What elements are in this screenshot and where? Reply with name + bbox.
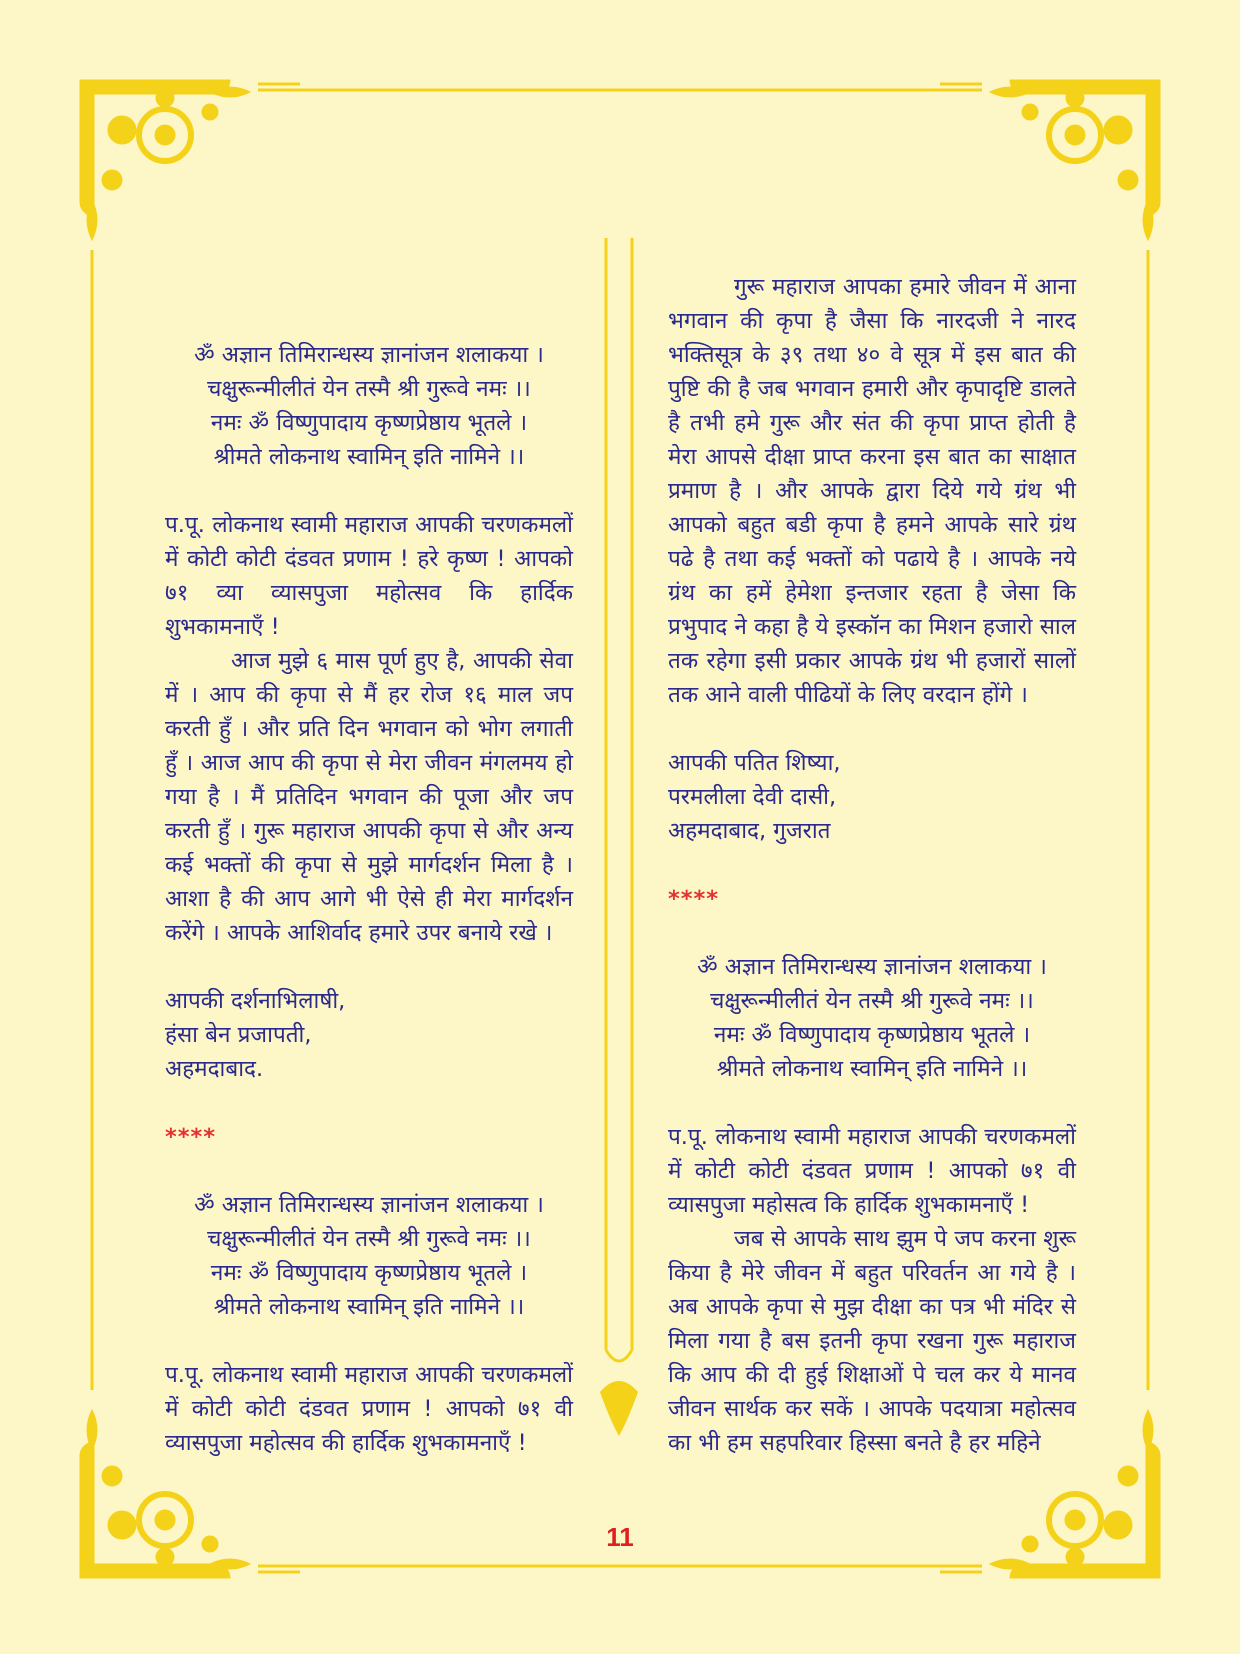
signature-line: हंसा बेन प्रजापती, xyxy=(165,1022,312,1048)
letter-signature xyxy=(668,746,1076,848)
verse-line: श्रीमते लोकनाथ स्वामिन् इति नामिने ।। xyxy=(716,1056,1028,1082)
verse-line: ॐ अज्ञान तिमिरान्धस्य ज्ञानांजन शलाकया । xyxy=(194,1192,544,1218)
page-number: 11 xyxy=(606,1522,634,1552)
verse-line: चक्षुरून्मीलीतं येन तस्मै श्री गुरूवे नमः ।। xyxy=(207,376,531,402)
signature-line: आपकी पतित शिष्या, xyxy=(668,750,841,776)
invocation-verse xyxy=(668,950,1076,1086)
section-separator: **** xyxy=(165,1124,217,1150)
verse-line: नमः ॐ विष्णुपादाय कृष्णप्रेष्ठाय भूतले । xyxy=(713,1022,1031,1048)
top-right-flourish-icon xyxy=(990,80,1160,240)
section-separator: **** xyxy=(668,886,720,912)
invocation-verse xyxy=(165,1188,573,1324)
letter-signature xyxy=(165,984,573,1086)
verse-line: चक्षुरून्मीलीतं येन तस्मै श्री गुरूवे नमः ।। xyxy=(710,988,1034,1014)
verse-line: श्रीमते लोकनाथ स्वामिन् इति नामिने ।। xyxy=(213,1294,525,1320)
signature-line: अहमदाबाद, गुजरात xyxy=(668,818,831,844)
letter-body: गुरू महाराज आपका हमारे जीवन में आना भगवान की कृपा है जैसा कि नारदजी ने नारद भक्तिसूत्र के ३९ तथा ४० वे सूत्र में इस बात की पुष्टि की है जब भगवान हमारी और कृपादृष्टि डालते है तभी हमे गुरू और संत की कृपा प्राप्त होती है मेरा आपसे दीक्षा प्राप्त करना इस बात का साक्षात प्रमाण है । और आपके द्वारा दिये गये ग्रंथ भी आपको बहुत बडी कृपा है हमने आपके सारे ग्रंथ पढे है तथा कई भक्तों को पढाये है । आपके नये ग्रंथ का हमें हेमेशा इन्तजार रहता है जेसा कि प्रभुपाद ने कहा है ये इस्कॉन का मिशन हजारो साल तक रहेगा इसी प्रकार आपके ग्रंथ भी हजारों सालों तक आने वाली पीढियों के लिए वरदान होंगे । xyxy=(668,274,1076,708)
top-left-flourish-icon xyxy=(80,80,250,240)
left-column xyxy=(165,270,573,1460)
divider-drop-ornament xyxy=(600,1381,638,1436)
signature-line: अहमदाबाद. xyxy=(165,1056,264,1082)
verse-line: चक्षुरून्मीलीतं येन तस्मै श्री गुरूवे नमः ।। xyxy=(207,1226,531,1252)
letter-body: आज मुझे ६ मास पूर्ण हुए है, आपकी सेवा में । आप की कृपा से मैं हर रोज १६ माल जप करती हुँ । और प्रति दिन भगवान को भोग लगाती हुँ । आज आप की कृपा से मेरा जीवन मंगलमय हो गया है । मैं प्रतिदिन भगवान की पूजा और जप करती हुँ । गुरू महाराज आपकी कृपा से और अन्य कई भक्तों की कृपा से मुझे मार्गदर्शन मिला है । आशा है की आप आगे भी ऐसे ही मेरा मार्गदर्शन करेंगे । आपके आशिर्वाद हमारे उपर बनाये रखे । xyxy=(165,648,573,946)
verse-line: नमः ॐ विष्णुपादाय कृष्णप्रेष्ठाय भूतले । xyxy=(210,1260,528,1286)
signature-line: आपकी दर्शनाभिलाषी, xyxy=(165,988,346,1014)
verse-line: नमः ॐ विष्णुपादाय कृष्णप्रेष्ठाय भूतले । xyxy=(210,410,528,436)
signature-line: परमलीला देवी दासी, xyxy=(668,784,837,810)
letter-greeting: प.पू. लोकनाथ स्वामी महाराज आपकी चरणकमलों में कोटी कोटी दंडवत प्रणाम ! हरे कृष्ण ! आपको ७१ व्या व्यासपुजा महोत्सव कि हार्दिक शुभकामनाएँ ! xyxy=(165,512,573,640)
verse-line: श्रीमते लोकनाथ स्वामिन् इति नामिने ।। xyxy=(213,444,525,470)
letter-body: जब से आपके साथ झुम पे जप करना शुरू किया है मेरे जीवन में बहुत परिवर्तन आ गये है । अब आपके कृपा से मुझ दीक्षा का पत्र भी मंदिर से मिला गया है बस इतनी कृपा रखना गुरू महाराज कि आप की दी हुई शिक्षाओं पे चल कर ये मानव जीवन सार्थक कर सकें । आपके पदयात्रा महोत्सव का भी हम सहपरिवार हिस्सा बनते है हर महिने xyxy=(668,1226,1076,1456)
invocation-verse xyxy=(165,338,573,474)
verse-line: ॐ अज्ञान तिमिरान्धस्य ज्ञानांजन शलाकया । xyxy=(194,342,544,368)
letter-greeting: प.पू. लोकनाथ स्वामी महाराज आपकी चरणकमलों में कोटी कोटी दंडवत प्रणाम ! आपको ७१ वी व्यासपुजा महोत्सव की हार्दिक शुभकामनाएँ ! xyxy=(165,1362,573,1456)
right-column xyxy=(668,270,1076,1460)
letter-greeting: प.पू. लोकनाथ स्वामी महाराज आपकी चरणकमलों में कोटी कोटी दंडवत प्रणाम ! आपको ७१ वी व्यासपुजा महोसत्व कि हार्दिक शुभकामनाएँ ! xyxy=(668,1124,1076,1218)
verse-line: ॐ अज्ञान तिमिरान्धस्य ज्ञानांजन शलाकया । xyxy=(697,954,1047,980)
